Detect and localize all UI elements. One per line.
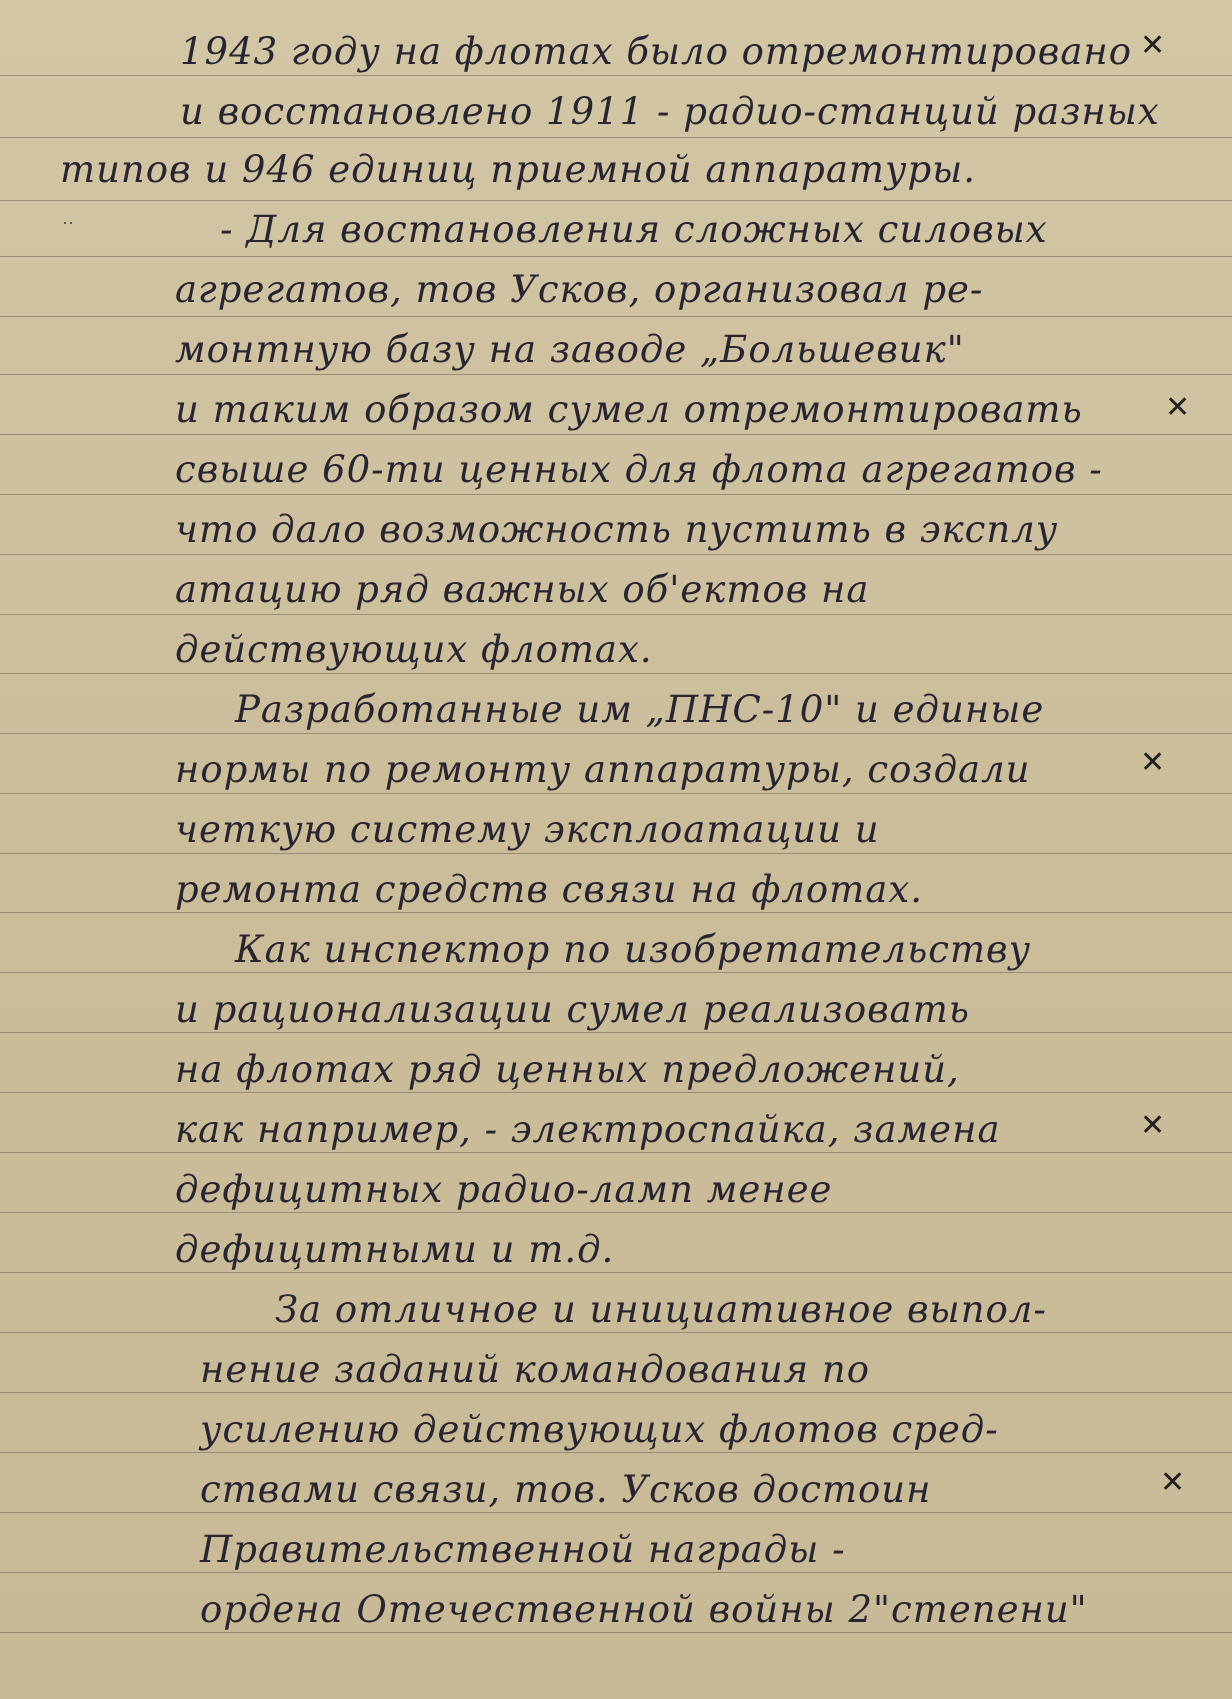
ruled-line <box>0 316 1232 317</box>
ruled-line <box>0 494 1232 495</box>
body-line: типов и 946 единиц приемной аппаратуры. <box>60 148 977 191</box>
body-line: усилению действующих флотов сред- <box>200 1408 999 1451</box>
body-line: Как инспектор по изобретательству <box>235 928 1032 971</box>
margin-mark: ✕ <box>1140 28 1166 63</box>
ruled-line <box>0 1212 1232 1213</box>
ruled-line <box>0 1572 1232 1573</box>
body-line: дефицитными и т.д. <box>175 1228 615 1271</box>
margin-mark: ✕ <box>1140 745 1166 780</box>
body-line: атацию ряд важных об'ектов на <box>175 568 870 611</box>
body-line: действующих флотах. <box>175 628 653 671</box>
margin-dots: ·· <box>62 212 74 232</box>
ruled-line <box>0 256 1232 257</box>
body-line: Разработанные им „ПНС-10" и единые <box>235 688 1045 731</box>
ruled-line <box>0 75 1232 76</box>
ruled-line <box>0 1092 1232 1093</box>
body-line: как например, - электроспайка, замена <box>175 1108 1001 1151</box>
ruled-line <box>0 137 1232 138</box>
body-line: на флотах ряд ценных предложений, <box>175 1048 960 1091</box>
ruled-line <box>0 554 1232 555</box>
body-line: ствами связи, тов. Усков достоин <box>200 1468 932 1511</box>
ruled-line <box>0 912 1232 913</box>
body-line: дефицитных радио-ламп менее <box>175 1168 833 1211</box>
ruled-line <box>0 434 1232 435</box>
body-line: ордена Отечественной войны 2"степени" <box>200 1588 1088 1631</box>
ruled-line <box>0 1152 1232 1153</box>
margin-mark: ✕ <box>1165 390 1191 425</box>
ruled-line <box>0 733 1232 734</box>
ruled-line <box>0 1272 1232 1273</box>
ruled-line <box>0 1512 1232 1513</box>
body-line: монтную базу на заводе „Большевик" <box>175 328 965 371</box>
ruled-line <box>0 972 1232 973</box>
ruled-line <box>0 614 1232 615</box>
body-line: свыше 60-ти ценных для флота агрегатов - <box>175 448 1103 491</box>
body-line: ремонта средств связи на флотах. <box>175 868 923 911</box>
margin-mark: ✕ <box>1140 1108 1166 1143</box>
ruled-line <box>0 1452 1232 1453</box>
ruled-line <box>0 1632 1232 1633</box>
body-line: агрегатов, тов Усков, организовал ре- <box>175 268 984 311</box>
body-line: четкую систему эксплоатации и <box>175 808 880 851</box>
body-line: нормы по ремонту аппаратуры, создали <box>175 748 1031 791</box>
body-line: За отличное и инициативное выпол- <box>275 1288 1047 1331</box>
ruled-line <box>0 1332 1232 1333</box>
body-line: Правительственной награды - <box>200 1528 846 1571</box>
ruled-line <box>0 374 1232 375</box>
margin-mark: ✕ <box>1160 1465 1186 1500</box>
body-line: нение заданий командования по <box>200 1348 871 1391</box>
body-line: 1943 году на флотах было отремонтировано <box>180 30 1133 73</box>
body-line: и восстановлено 1911 - радио-станций разных <box>180 90 1160 133</box>
ruled-line <box>0 673 1232 674</box>
body-line: и рационализации сумел реализовать <box>175 988 970 1031</box>
ruled-line <box>0 1032 1232 1033</box>
ruled-line <box>0 200 1232 201</box>
body-line: и таким образом сумел отремонтировать <box>175 388 1083 431</box>
body-line: - Для востановления сложных силовых <box>220 208 1048 251</box>
ruled-line <box>0 1392 1232 1393</box>
ruled-line <box>0 793 1232 794</box>
body-line: что дало возможность пустить в эксплу <box>175 508 1059 551</box>
ruled-line <box>0 853 1232 854</box>
